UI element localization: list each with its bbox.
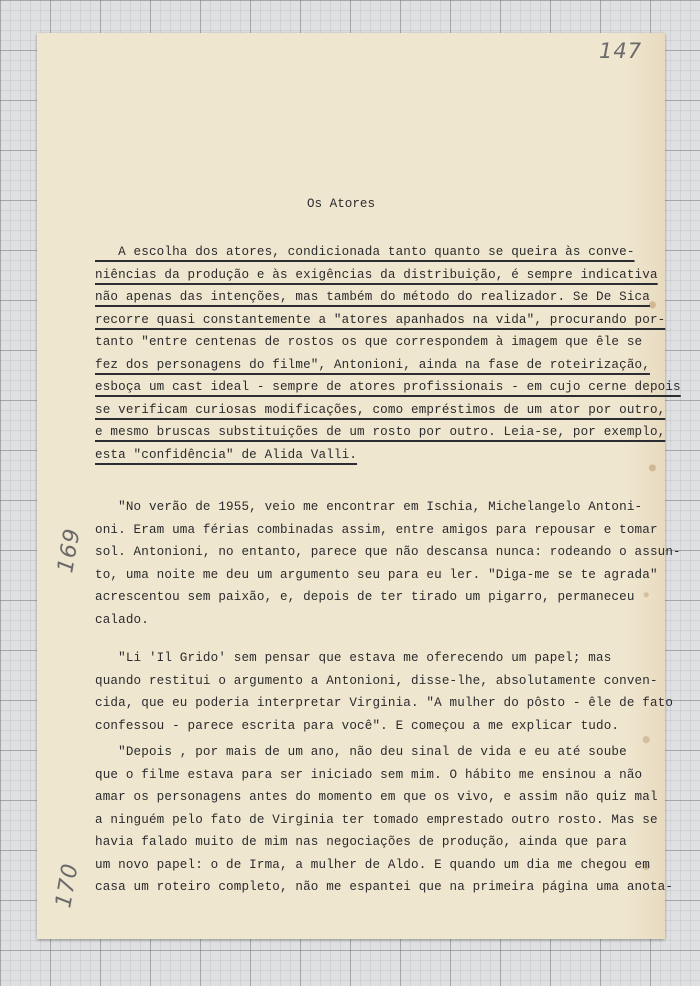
- text-line: que o filme estava para ser iniciado sem mim. O hábito me ensinou a não: [95, 767, 643, 782]
- text-line: "Depois , por mais de um ano, não deu sinal de vida e eu até soube: [95, 745, 627, 759]
- text-line: niências da produção e às exigências da distribuição, é sempre indicativa: [95, 267, 658, 282]
- text-line: quando restitui o argumento a Antonioni, disse-lhe, absolutamente conven-: [95, 673, 658, 688]
- text-line: calado.: [95, 612, 149, 627]
- text-line: se verificam curiosas modificações, como empréstimos de um ator por outro,: [95, 402, 666, 417]
- page-title: Os Atores: [307, 197, 376, 211]
- text-line: esta "confidência" de Alida Valli.: [95, 447, 358, 462]
- margin-annotation-top: 169: [53, 526, 86, 575]
- page-number-annotation: 147: [599, 39, 643, 63]
- text-line: sol. Antonioni, no entanto, parece que não descansa nunca: rodeando o assun-: [95, 545, 681, 559]
- text-line: e mesmo bruscas substituições de um rosto por outro. Leia-se, por exemplo,: [95, 425, 666, 439]
- text-line: não apenas das intenções, mas também do método do realizador. Se De Sica: [95, 290, 650, 304]
- text-line: um novo papel: o de Irma, a mulher de Aldo. E quando um dia me chegou em: [95, 857, 650, 872]
- text-line: havia falado muito de mim nas negociações de produção, ainda que para: [95, 835, 627, 849]
- text-line: cida, que eu poderia interpretar Virginia. "A mulher do pôsto - êle de fato: [95, 696, 674, 710]
- text-line: A escolha dos atores, condicionada tanto quanto se queira às conve-: [95, 245, 635, 259]
- text-line: casa um roteiro completo, não me espantei que na primeira página uma anota-: [95, 880, 674, 894]
- paragraph-1: [95, 245, 681, 462]
- text-line: recorre quasi constantemente a "atores apanhados na vida", procurando por-: [95, 312, 666, 327]
- typewritten-page: [37, 33, 681, 939]
- text-line: esboça um cast ideal - sempre de atores profissionais - em cujo cerne depois: [95, 380, 681, 394]
- text-line: amar os personagens antes do momento em que os vivo, e assim não quiz mal: [95, 790, 658, 804]
- paragraph-3: [95, 651, 674, 735]
- text-line: to, uma noite me deu um argumento seu para eu ler. "Diga-me se te agrada": [95, 567, 658, 582]
- text-line: acrescentou sem paixão, e, depois de ter tirado um pigarro, permaneceu: [95, 590, 635, 604]
- text-line: confessou - parece escrita para você". E começou a me explicar tudo.: [95, 718, 620, 733]
- text-line: "Li 'Il Grido' sem pensar que estava me oferecendo um papel; mas: [95, 651, 612, 665]
- text-line: a ninguém pelo fato de Virginia ter tomado emprestado outro rosto. Mas se: [95, 812, 658, 827]
- paragraph-4: [95, 745, 674, 894]
- text-line: oni. Eram uma férias combinadas assim, entre amigos para repousar e tomar: [95, 522, 658, 537]
- paragraph-2: [95, 500, 681, 627]
- text-line: fez dos personagens do filme", Antonioni, ainda na fase de roteirização,: [95, 357, 650, 372]
- text-line: tanto "entre centenas de rostos os que correspondem à imagem que êle se: [95, 335, 643, 349]
- text-line: "No verão de 1955, veio me encontrar em Ischia, Michelangelo Antoni-: [95, 500, 643, 514]
- margin-annotation-bottom: 170: [51, 861, 84, 910]
